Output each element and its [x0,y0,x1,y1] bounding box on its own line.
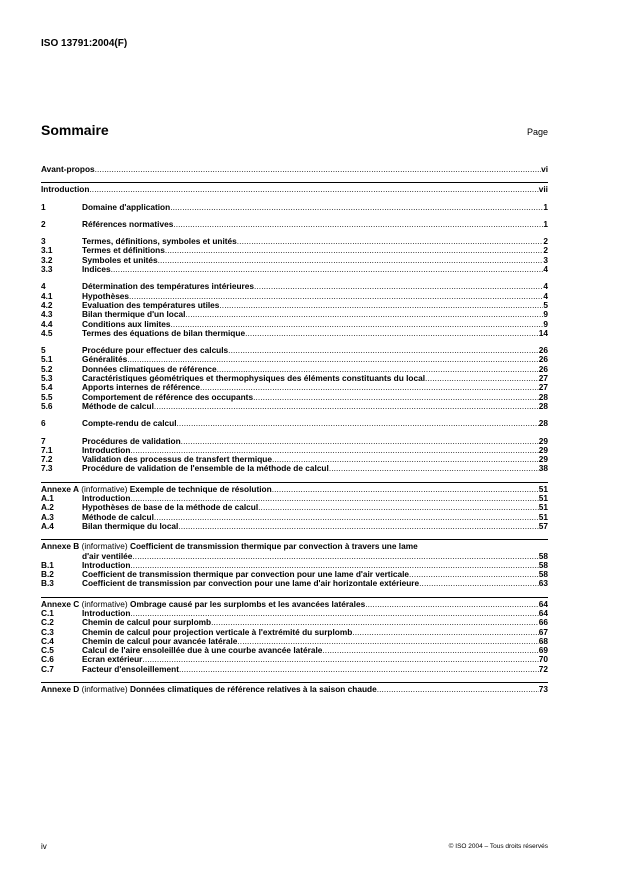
toc-entry-number: B.1 [41,559,54,570]
toc-entry-number: C.6 [41,654,54,665]
toc-entry-number: 4 [41,281,46,292]
toc-leader-dots [425,374,539,383]
toc-leader-dots [158,256,544,265]
toc-entry-page: 26 [538,363,548,374]
toc-leader-dots [352,628,538,637]
toc-entry-number: C.4 [41,635,54,646]
toc-entry-title: Apports internes de référence [82,382,201,393]
toc-entry-title: Ecran extérieur [82,654,143,665]
toc-entry-page: 4 [543,290,548,301]
toc-entry-page: 57 [538,520,548,531]
toc-entry-title: Termes et définitions [82,245,165,256]
toc-entry-number: 2 [41,218,46,229]
toc-entry-number: 7.2 [41,454,53,465]
toc-annex-label: Annexe B [41,541,80,552]
toc-entry-page: 29 [538,454,548,465]
page-number: iv [41,842,47,851]
toc-entry-page: 29 [538,435,548,446]
toc-entry-number: 5.2 [41,363,53,374]
toc-entry[interactable] [41,419,548,428]
toc-entry-title: Hypothèses [82,290,130,301]
toc-leader-dots [173,220,543,229]
toc-entry[interactable] [41,329,548,338]
toc-entry-title: Introduction [82,444,131,455]
toc-entry-title: Chemin de calcul pour avancée latérale [82,635,238,646]
toc-entry-page: 58 [538,559,548,570]
toc-entry-page: 2 [543,245,548,256]
toc-entry-number: 5 [41,345,46,356]
toc-entry-page: 3 [543,254,548,265]
toc-entry-title: Introduction [82,559,131,570]
toc-leader-dots [253,393,539,402]
toc-entry[interactable] [41,682,548,694]
toc-entry-page: 28 [538,391,548,402]
toc-entry-page: 29 [538,444,548,455]
toc-entry-page: 66 [538,617,548,628]
toc-entry-page: vi [541,164,548,174]
toc-entry[interactable] [41,539,548,551]
toc-entry-number: 5.1 [41,354,53,365]
toc-entry-page: 38 [538,463,548,474]
toc-entry-title: Indices [82,264,111,275]
toc-leader-dots [258,503,539,512]
toc-entry-page: 67 [538,626,548,637]
toc-entry-page: vii [538,184,548,195]
toc-entry-title: Généralités [82,354,128,365]
toc-entry-number: 3.3 [41,264,53,275]
toc-leader-dots [178,522,538,531]
toc-leader-dots [89,185,538,194]
toc-entry-page: 9 [543,318,548,329]
toc-leader-dots [409,570,539,579]
toc-entry-page: 51 [538,511,548,522]
toc-entry-page: 51 [538,493,548,504]
toc-entry-title: Caractéristiques géométriques et thermophysiques des éléments constituants du local [82,373,426,384]
toc-entry-title: Coefficient de transmission par convection pour une lame d'air horizontale extérieure [82,578,420,589]
toc-entry-page: 58 [538,550,548,561]
toc-leader-dots [181,437,539,446]
toc-entry[interactable] [41,220,548,229]
toc-entry-page: 28 [538,418,548,429]
toc-entry-number: 4.2 [41,299,53,310]
toc-entry-title-text: Données climatiques de référence relatives à la saison chaude [130,684,377,695]
toc-entry-number: 4.5 [41,327,53,338]
toc-entry-title: Méthode de calcul [82,400,154,411]
toc-entry[interactable] [41,265,548,274]
toc-entry-page: 70 [538,654,548,665]
toc-entry-title: Compte-rendu de calcul [82,418,177,429]
toc-entry-title: Calcul de l'aire ensoleillée due à une courbe avancée latérale [82,645,323,656]
toc-annex-note: (informative) [79,541,130,552]
toc-entry-title: Conditions aux limites [82,318,171,329]
toc-entry-page: 64 [538,607,548,618]
toc-entry-number: 7.3 [41,463,53,474]
toc-entry-title-line2: d'air ventilée [82,550,133,561]
toc-entry-page: 28 [538,400,548,411]
toc-entry[interactable] [41,256,548,265]
toc-leader-dots [179,665,539,674]
toc-annex-note: (informative) [79,684,130,695]
copyright-notice: © ISO 2004 – Tous droits réservés [448,843,548,850]
toc-entry-number: 3.2 [41,254,53,265]
toc-entry-page: 1 [543,218,548,229]
toc-leader-dots [95,165,541,174]
toc-entry-title: Introduction [82,493,131,504]
toc-entry-page: 72 [538,663,548,674]
toc-leader-dots [228,346,539,355]
toc-entry-page: 14 [538,327,548,338]
toc-annex-note: (informative) [78,483,130,494]
toc-entry-number: 5.5 [41,391,53,402]
toc-entry-page: 1 [543,201,548,212]
toc-entry-number: 4.4 [41,318,53,329]
toc-leader-dots [329,464,539,473]
toc-entry-title: Détermination des températures intérieures [82,281,254,292]
toc-annex-label: Annexe C [41,598,80,609]
toc-entry-title: Termes des équations de bilan thermique [82,327,246,338]
toc-entry[interactable] [41,579,548,588]
toc-entry-number: C.2 [41,617,54,628]
toc-entry-number: 4.3 [41,309,53,320]
toc-entry-title: Procédure pour effectuer des calculs [82,345,229,356]
toc-entry-page: 5 [543,299,548,310]
toc-entry[interactable] [41,203,548,212]
toc-entry-number: B.2 [41,569,54,580]
toc-entry-page: 26 [538,345,548,356]
toc-annex-label: Annexe D [41,684,80,695]
toc-leader-dots [272,485,539,494]
toc-entry-number: 7 [41,435,46,446]
toc-entry-page: 27 [538,373,548,384]
toc-entry-number: B.3 [41,578,54,589]
toc-entry-title: Introduction [82,607,131,618]
toc-entry-number: 3.1 [41,245,53,256]
toc-entry-title: Hypothèses de base de la méthode de calcul [82,502,259,513]
toc-entry-number: C.7 [41,663,54,674]
toc-entry-page: 64 [538,598,548,609]
toc-entry-number: C.3 [41,626,54,637]
toc-entry-page: 4 [543,281,548,292]
toc-entry-title: Domaine d'application [82,201,171,212]
toc-leader-dots [165,246,544,255]
toc-entry-number: A.2 [41,502,54,513]
toc-leader-dots [377,685,539,694]
toc-entry-number: C.1 [41,607,54,618]
toc-leader-dots [154,402,539,411]
toc-entry-number: C.5 [41,645,54,656]
page-column-label: Page [526,127,548,137]
toc-entry-title: Données climatiques de référence [82,363,217,374]
toc-entry-title: Procédures de validation [82,435,181,446]
toc-entry[interactable] [41,165,548,174]
toc-entry-title: Coefficient de transmission thermique par convection pour une lame d'air verticale [82,569,410,580]
toc-entry-number: 6 [41,418,46,429]
toc-entry-title: Termes, définitions, symboles et unités [82,236,237,247]
toc-entry-number: A.1 [41,493,54,504]
toc-entry-title: Evaluation des températures utiles [82,299,220,310]
toc-leader-dots [365,600,539,609]
toc-leader-dots [170,203,543,212]
toc-entry-page: 26 [538,354,548,365]
toc-entry[interactable] [41,464,548,473]
toc-leader-dots [132,552,538,561]
toc-entry-title-text: Ombrage causé par les surplombs et les avancées latérales [130,598,366,609]
toc-entry-page: 51 [538,502,548,513]
toc-leader-dots [419,579,539,588]
toc-entry-title: Bilan thermique d'un local [82,309,186,320]
toc-entry-title: Chemin de calcul pour projection verticale à l'extrémité du surplomb [82,626,353,637]
toc-leader-dots [142,655,538,664]
toc-leader-dots [177,419,539,428]
toc-entry[interactable] [41,522,548,531]
toc-leader-dots [154,513,539,522]
toc-entry-page: 4 [543,264,548,275]
toc-entry-page: 63 [538,578,548,589]
toc-entry-title-text: Exemple de technique de résolution [129,483,272,494]
table-of-contents [41,165,548,694]
toc-entry-title: Introduction [41,184,90,195]
toc-entry[interactable] [41,182,548,194]
page-title: Sommaire [41,122,109,138]
toc-entry-title: Avant-propos [41,164,95,174]
toc-entry-title: Bilan thermique du local [82,520,179,531]
toc-leader-dots [237,237,544,246]
toc-leader-dots [111,265,544,274]
toc-entry-number: A.4 [41,520,54,531]
toc-entry-page: 73 [538,684,548,695]
toc-leader-dots [254,282,543,291]
toc-leader-dots [245,329,539,338]
toc-entry-title: Chemin de calcul pour surplomb [82,617,212,628]
toc-entry-number: 5.3 [41,373,53,384]
toc-entry-page: 27 [538,382,548,393]
toc-entry-page: 9 [543,309,548,320]
toc-entry-page: 2 [543,236,548,247]
document-id: ISO 13791:2004(F) [41,38,128,49]
toc-entry-title-text: Coefficient de transmission thermique par convection à travers une lame [130,541,418,552]
toc-entry-title [41,485,272,494]
toc-entry-number: 5.4 [41,382,53,393]
toc-entry-title: Procédure de validation de l'ensemble de la méthode de calcul [82,463,329,474]
toc-leader-dots [185,310,543,319]
toc-leader-dots [322,646,538,655]
toc-entry-title [41,685,377,694]
toc-entry-page: 68 [538,635,548,646]
toc-entry-number: 3 [41,236,46,247]
toc-annex-note: (informative) [79,598,130,609]
toc-entry-number: 7.1 [41,444,53,455]
toc-entry-title: Facteur d'ensoleillement [82,663,179,674]
toc-leader-dots [219,301,543,310]
toc-entry-title: Symboles et unités [82,254,158,265]
toc-entry[interactable] [41,665,548,674]
toc-entry-title: Validation des processus de transfert thermique [82,454,272,465]
toc-annex-label: Annexe A [41,483,79,494]
toc-entry-title: Références normatives [82,218,174,229]
toc-entry-page: 51 [538,483,548,494]
toc-entry-page: 69 [538,645,548,656]
toc-entry-title: Méthode de calcul [82,511,154,522]
toc-entry-number: 4.1 [41,290,53,301]
toc-entry-number: 1 [41,201,46,212]
toc-entry-page: 58 [538,569,548,580]
toc-entry-title: Comportement de référence des occupants [82,391,254,402]
toc-entry[interactable] [41,402,548,411]
toc-entry-number: A.3 [41,511,54,522]
toc-entry-number: 5.6 [41,400,53,411]
